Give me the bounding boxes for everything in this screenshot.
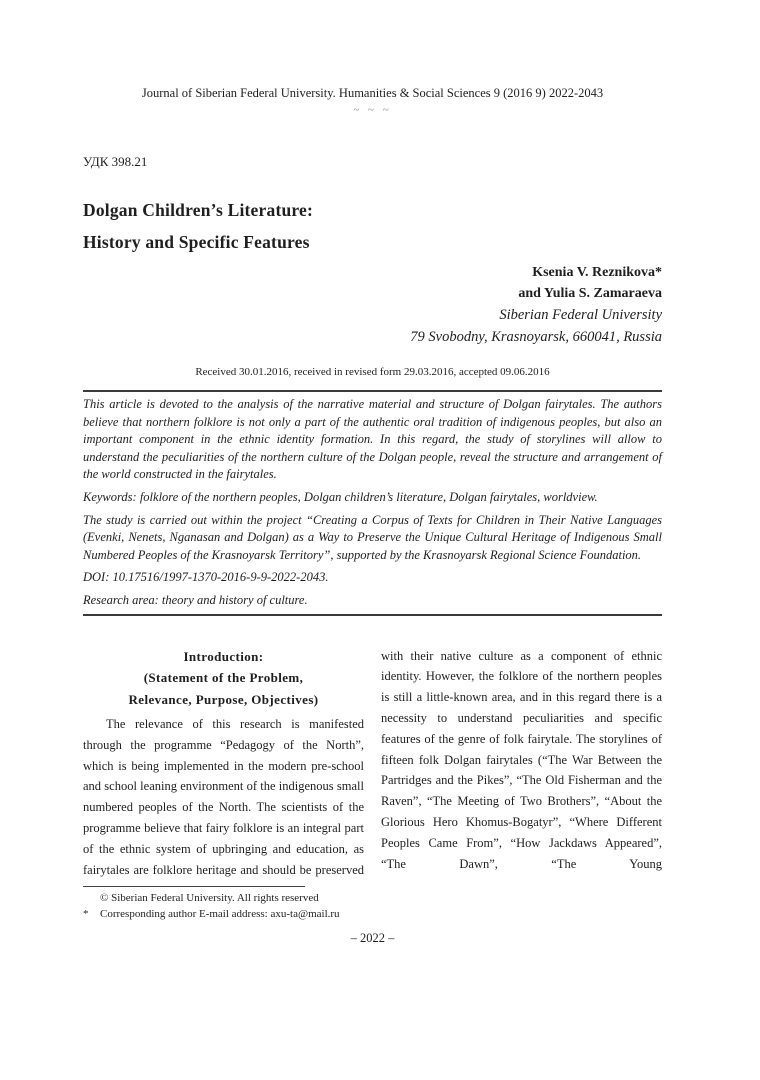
- two-column-body: [83, 646, 662, 881]
- introduction-heading-line-1: Introduction:: [183, 648, 264, 664]
- introduction-paragraph-right: with their native culture as a component of ethnic identity. However, the folklore of the northern peoples is still a little-known area, and in this regard there is a necessity to understand peculiarities and specific features of the genre of folk fairytale. The storylines of fifteen folk Dolgan fairytales (“The War Between the Partridges and the Pikes”, “The Old Fisherman and the Raven”, “The Meeting of Two Brothers”, “About the Glorious Hero Khomus-Bogatyr”, “Where Different Peoples Came From”, “How Jackdaws Appeared”, “The Dawn”, “The Young: [381, 648, 662, 871]
- abstract-text: This article is devoted to the analysis of the narrative material and structure of Dolgan fairytales. The authors believe that northern folklore is not only a part of the authentic oral tradition of indigenous peoples, but also an important component in the ethnic identity formation. In this regard, the study of storylines will allow to understand the peculiarities of the northern culture of the Dolgan people, reveal the structure and arrangement of the world constructed in the fairytales.: [83, 397, 662, 482]
- footnote-copyright-line: [83, 890, 662, 906]
- abstract-section: [83, 390, 662, 616]
- affiliation-address: 79 Svobodny, Krasnoyarsk, 660041, Russia: [410, 329, 662, 345]
- introduction-heading-line-3: Relevance, Purpose, Objectives): [128, 691, 319, 707]
- body-column-right: [381, 646, 662, 881]
- journal-running-head: Journal of Siberian Federal University. Humanities & Social Sciences 9 (2016 9) 2022-2043: [141, 86, 604, 100]
- keywords-text: Keywords: folklore of the northern peoples, Dolgan children’s literature, Dolgan fairytales, worldview.: [83, 489, 598, 504]
- author-block: [83, 262, 662, 348]
- footnote-rule: [83, 886, 305, 887]
- received-dates: Received 30.01.2016, received in revised form 29.03.2016, accepted 09.06.2016: [195, 366, 550, 378]
- footnote-asterisk: *: [83, 908, 89, 921]
- doi-text: DOI: 10.17516/1997-1370-2016-9-9-2022-2043.: [83, 570, 329, 585]
- body-column-left: [83, 646, 364, 881]
- affiliation-institution: Siberian Federal University: [499, 307, 662, 323]
- introduction-paragraph-left: The relevance of this research is manifested through the programme “Pedagogy of the North”, which is being implemented in the modern pre-school and school leaning environment of the indigenous small numbered peoples of the North. The scientists of the programme believe that fairy folklore is an integral part of the ethnic system of upbringing and education, as fairytales are folklore heritage and should be preserved: [83, 717, 364, 877]
- tilde-ornament: ~ ~ ~: [353, 104, 392, 116]
- footnote-area: [83, 886, 662, 922]
- introduction-heading: [83, 646, 364, 711]
- article-title: [83, 194, 662, 258]
- udc-code: УДК 398.21: [83, 154, 148, 169]
- page-number: – 2022 –: [350, 931, 395, 946]
- introduction-heading-line-2: (Statement of the Problem,: [143, 670, 304, 686]
- research-area-text: Research area: theory and history of culture.: [83, 592, 308, 607]
- copyright-text: © Siberian Federal University. All rights reserved: [100, 892, 319, 905]
- funding-statement: The study is carried out within the project “Creating a Corpus of Texts for Children in Their Native Languages (Evenki, Nenets, Nganasan and Dolgan) as a Way to Preserve the Unique Cultural Heritage of Indigenous Small Numbered Peoples of the Krasnoyarsk Territory”, supported by the Krasnoyarsk Regional Science Foundation.: [83, 512, 662, 562]
- article-title-line-1: Dolgan Children’s Literature:: [83, 200, 314, 220]
- author-name-1: Ksenia V. Reznikova*: [532, 265, 662, 280]
- article-title-line-2: History and Specific Features: [83, 232, 310, 252]
- corresponding-author-email: Corresponding author E-mail address: axu-ta@mail.ru: [100, 908, 340, 921]
- author-name-2: and Yulia S. Zamaraeva: [518, 286, 662, 301]
- footnote-contact-line: [83, 906, 662, 922]
